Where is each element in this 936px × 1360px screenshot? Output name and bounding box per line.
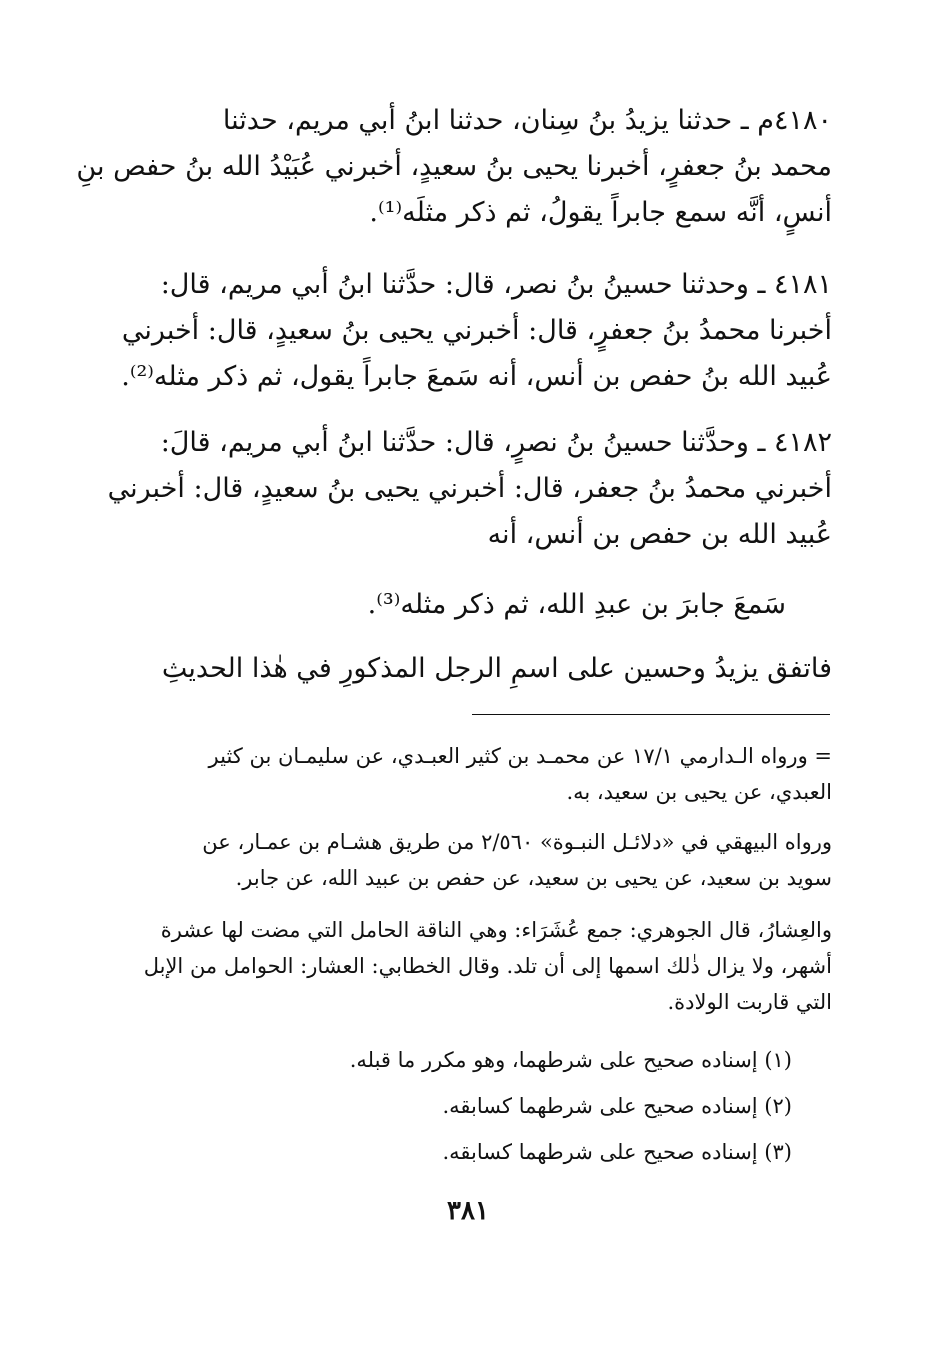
- hadith-line: محمد بنُ جعفرٍ، أخبرنا يحيى بنُ سعيدٍ، أخبرني عُبَيْدُ الله بنُ حفص بنِ: [76, 151, 832, 182]
- hadith-line: أنسٍ، أنَّه سمع جابراً يقولُ، ثم ذكر مثلَه⁽¹⁾.: [369, 197, 832, 228]
- continuation-line: سَمعَ جابرَ بن عبدِ الله، ثم ذكر مثله⁽³⁾.: [367, 589, 786, 620]
- hadith-4181: [121, 262, 832, 400]
- note-line: أشهر، ولا يزال ذٰلك اسمها إلى أن تلد. وقال الخطابي: العشار: الحوامل من الإبل: [143, 954, 832, 978]
- note-line: سويد بن سعيد، عن يحيى بن سعيد، عن حفص بن عبيد الله، عن جابر.: [235, 866, 832, 890]
- note-line: = ورواه الـدارمي ١٧/١ عن محمـد بن كثير العبـدي، عن سليمـان بن كثير: [208, 744, 832, 768]
- note-darimi: [124, 738, 832, 810]
- hadith-line: أخبرني محمدُ بنُ جعفر، قال: أخبرني يحيى بنُ سعيدٍ، قال: أخبرني: [107, 473, 832, 504]
- note-bayhaqi: [124, 824, 832, 896]
- hadith-line: ٤١٨٠م ـ حدثنا يزيدُ بنُ سِنان، حدثنا ابنُ أبي مريم، حدثنا: [222, 105, 832, 136]
- note-line: ورواه البيهقي في «دلائـل النبـوة» ٢/٥٦٠ من طريق هشـام بن عمـار، عن: [202, 830, 832, 854]
- footnote-1: (١) إسناده صحيح على شرطهما، وهو مكرر ما قبله.: [349, 1048, 792, 1072]
- hadith-line: أخبرنا محمدُ بنُ جعفرٍ، قال: أخبرني يحيى بنُ سعيدٍ، قال: أخبرني: [121, 315, 832, 346]
- footnote-separator: [472, 714, 830, 715]
- hadith-4180: [76, 98, 832, 236]
- footnote-3: (٣) إسناده صحيح على شرطهما كسابقه.: [442, 1140, 792, 1164]
- note-line: العبدي، عن يحيى بن سعيد، به.: [566, 780, 832, 804]
- hadith-line: ٤١٨٢ ـ وحدَّثنا حسينُ بنُ نصرٍ، قال: حدَّثنا ابنُ أبي مريم، قالَ:: [160, 427, 832, 458]
- hadith-continuation: [186, 582, 786, 628]
- note-ishar: [124, 912, 832, 1020]
- footnote-2: (٢) إسناده صحيح على شرطهما كسابقه.: [442, 1094, 792, 1118]
- note-line: والعِشارُ، قال الجوهري: جمع عُشَرَاء: وهي الناقة الحامل التي مضت لها عشرة: [160, 918, 832, 942]
- note-line: التي قاربت الولادة.: [667, 990, 832, 1014]
- hadith-line: عُبيد الله بن حفص بن أنس، أنه: [487, 519, 832, 550]
- hadith-line: عُبيد الله بنُ حفص بن أنس، أنه سَمعَ جابراً يقول، ثم ذكر مثله⁽²⁾.: [121, 361, 832, 392]
- hadith-line: ٤١٨١ ـ وحدثنا حسينُ بنُ نصر، قال: حدَّثنا ابنُ أبي مريم، قال:: [160, 269, 832, 300]
- closing-line: فاتفق يزيدُ وحسين على اسمِ الرجل المذكورِ في هٰذا الحديثِ: [161, 653, 832, 684]
- hadith-4182: [107, 420, 832, 558]
- closing-paragraph: [124, 646, 832, 692]
- page-number: ٣٨١: [447, 1196, 489, 1226]
